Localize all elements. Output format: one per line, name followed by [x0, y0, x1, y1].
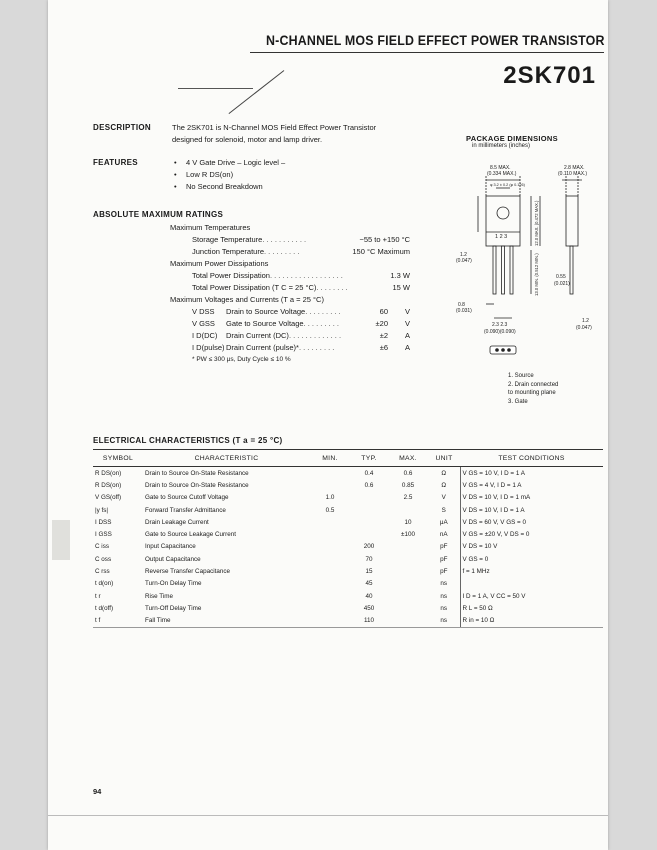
electrical-table — [93, 449, 603, 628]
rating-row: Junction Temperature . . . . . . . . . 150 °C Maximum — [192, 247, 410, 256]
dim-width-inch: (0.334 MAX.) — [487, 171, 517, 177]
package-title: PACKAGE DIMENSIONS — [466, 134, 558, 143]
rating-row: V GSS Gate to Source Voltage . . . . . . . . . ±20 V — [192, 319, 410, 328]
table-cell-max — [388, 602, 428, 614]
pin-labels: 1 2 3 — [495, 234, 508, 240]
table-cell-typ — [350, 528, 388, 540]
description-text: The 2SK701 is N-Channel MOS Field Effect Power Transistor designed for solenoid, motor and lamp driver. — [172, 123, 377, 144]
title-underline — [178, 88, 253, 89]
table-cell-min — [310, 553, 350, 565]
table-cell-unit: pF — [440, 555, 448, 563]
table-cell-min — [310, 590, 350, 602]
table-cell-cond: f = 1 MHz — [460, 565, 603, 577]
table-cell-cond — [460, 578, 603, 590]
rating-row: Total Power Dissipation . . . . . . . . . . . . . . . . . . 1.3 W — [192, 271, 410, 280]
table-cell-min — [310, 528, 350, 540]
table-cell-typ: 45 — [365, 580, 373, 588]
table-cell-cond: V GS = 0 — [460, 553, 603, 565]
table-cell-cond: V DS = 10 V, I D = 1 A — [460, 504, 603, 516]
dim-lead-w: 1.2 — [460, 252, 467, 258]
table-cell-cond: V GS = 10 V, I D = 1 A — [460, 467, 603, 480]
ratings-block — [170, 222, 410, 366]
dim-side-lead-inch: (0.047) — [576, 325, 592, 331]
table-cell-unit: ns — [428, 615, 460, 628]
table-cell-min — [310, 516, 350, 528]
page-title: N-CHANNEL MOS FIELD EFFECT POWER TRANSISTOR — [266, 33, 605, 48]
table-cell-sym: t f — [93, 615, 143, 628]
table-cell-sym: C oss — [95, 555, 112, 563]
table-cell-min — [310, 565, 350, 577]
dim-height: 12.0 MAX. (0.472 MAX.) — [534, 200, 539, 246]
table-cell-char: Turn-Off Delay Time — [145, 604, 202, 612]
page-number: 94 — [93, 787, 102, 796]
table-row — [93, 615, 603, 628]
dim-hole: φ 3.2 ± 0.2 (φ 0.126) — [490, 183, 525, 187]
table-cell-max: 0.85 — [401, 481, 415, 489]
table-cell-min: 0.5 — [325, 506, 335, 514]
table-cell-typ — [350, 516, 388, 528]
table-cell-unit: nA — [439, 531, 448, 539]
table-cell-cond: R L = 50 Ω — [460, 602, 603, 614]
title-slash — [229, 70, 285, 114]
rating-row: Storage Temperature . . . . . . . . . . . −55 to +150 °C — [192, 235, 410, 244]
table-cell-unit: pF — [440, 568, 448, 576]
table-row — [93, 479, 603, 491]
table-row — [93, 516, 603, 528]
table-cell-min: 1.0 — [325, 494, 335, 502]
table-row — [93, 492, 603, 504]
table-cell-sym: V GS(off) — [95, 494, 122, 502]
features-list — [172, 157, 285, 193]
table-cell-cond: V DS = 10 V — [460, 541, 603, 553]
table-row — [93, 528, 603, 540]
table-cell-max: ±100 — [401, 531, 415, 539]
table-cell-typ: 200 — [363, 543, 375, 551]
table-cell-unit: Ω — [441, 481, 447, 489]
dim-lead-w-inch: (0.047) — [456, 258, 472, 264]
table-cell-min — [310, 467, 350, 480]
table-cell-sym: R DS(on) — [95, 469, 122, 477]
rating-row: I D(DC) Drain Current (DC) . . . . . . . . . . . . . ±2 A — [192, 331, 410, 340]
table-cell-sym: t r — [95, 592, 101, 600]
page-shadow — [52, 520, 70, 560]
table-cell-cond: V DS = 10 V, I D = 1 mA — [460, 492, 603, 504]
part-number: 2SK701 — [503, 62, 596, 89]
table-cell-max — [388, 615, 428, 628]
rating-row: I D(pulse) Drain Current (pulse)* . . . . . . . . . ±6 A — [192, 343, 410, 352]
package-notes: 1. Source 2. Drain connected to mounting plane 3. Gate — [508, 373, 559, 405]
dim-lead-t: 0.55 — [556, 274, 566, 280]
mounting-hole — [497, 207, 509, 219]
table-cell-char: Rise Time — [145, 592, 173, 600]
table-cell-unit: μA — [439, 518, 448, 526]
ratings-heading: Maximum Power Dissipations — [170, 259, 269, 268]
table-cell-min — [310, 615, 350, 628]
table-cell-max: 10 — [404, 518, 412, 526]
table-row — [93, 504, 603, 516]
table-row — [93, 578, 603, 590]
table-cell-char: Input Capacitance — [145, 543, 196, 551]
table-cell-max: 2.5 — [403, 494, 413, 502]
table-cell-max — [388, 553, 428, 565]
rating-row: Total Power Dissipation (T C = 25 °C) . . . . . . . . 15 W — [192, 283, 410, 292]
table-cell-sym: C rss — [95, 568, 110, 576]
table-cell-typ: 0.4 — [364, 469, 374, 477]
table-cell-min — [310, 578, 350, 590]
table-cell-min — [310, 479, 350, 491]
dim-pitch: 2.3 2.3 — [492, 322, 508, 328]
table-cell-cond: R in = 10 Ω — [460, 615, 603, 628]
dim-lead-len: 13.0 MIN. (0.512 MIN.) — [534, 253, 539, 296]
table-cell-char: Fall Time — [143, 615, 310, 628]
table-cell-char: Drain to Source On-State Resistance — [145, 469, 249, 477]
package-subtitle: in millimeters (inches) — [472, 143, 531, 149]
table-cell-sym: |y fs| — [95, 506, 109, 514]
table-header: SYMBOL CHARACTERISTIC MIN. TYP. MAX. UNIT TEST CONDITIONS — [93, 450, 603, 467]
table-cell-sym: R DS(on) — [95, 481, 122, 489]
table-cell-typ: 110 — [350, 615, 388, 628]
table-cell-typ: 450 — [363, 604, 375, 612]
package-side — [566, 196, 578, 246]
dim-thick-inch: (0.110 MAX.) — [558, 171, 588, 177]
table-cell-char: Drain Leakage Current — [145, 518, 209, 526]
table-cell-char: Turn-On Delay Time — [145, 580, 202, 588]
table-cell-cond: I D = 1 A, V CC = 50 V — [460, 590, 603, 602]
table-cell-cond: V DS = 60 V, V GS = 0 — [460, 516, 603, 528]
table-cell-max — [388, 590, 428, 602]
table-cell-typ: 0.6 — [364, 481, 374, 489]
electrical-title: ELECTRICAL CHARACTERISTICS (T a = 25 °C) — [93, 436, 283, 445]
table-cell-max — [388, 504, 428, 516]
bottom-rule — [48, 815, 608, 816]
ratings-heading: Maximum Temperatures — [170, 223, 251, 232]
table-cell-unit: ns — [440, 592, 448, 600]
table-cell-sym: C iss — [95, 543, 109, 551]
table-cell-cond: V GS = ±20 V, V DS = 0 — [460, 528, 603, 540]
dim-side-lead: 1.2 — [582, 318, 589, 324]
ratings-label: ABSOLUTE MAXIMUM RATINGS — [93, 210, 224, 219]
table-row — [93, 590, 603, 602]
table-cell-char: Gate to Source Cutoff Voltage — [145, 494, 229, 502]
table-cell-unit: S — [441, 506, 446, 514]
table-cell-sym: t d(on) — [95, 580, 114, 588]
dim-lead-t-inch: (0.021) — [554, 281, 570, 287]
table-cell-typ — [350, 492, 388, 504]
dim-pitch-inch: (0.090)(0.090) — [484, 329, 516, 335]
table-cell-char: Gate to Source Leakage Current — [145, 531, 237, 539]
features-label: FEATURES — [93, 158, 138, 167]
table-cell-min — [310, 602, 350, 614]
package-drawing — [438, 158, 603, 358]
dim-thick: 2.8 MAX. — [564, 165, 585, 171]
table-cell-max: 0.6 — [403, 469, 413, 477]
table-cell-typ: 70 — [365, 555, 373, 563]
table-cell-typ: 15 — [365, 568, 373, 576]
table-cell-max — [388, 541, 428, 553]
table-cell-char: Output Capacitance — [145, 555, 201, 563]
table-cell-unit: pF — [440, 543, 448, 551]
table-cell-unit: Ω — [441, 469, 447, 477]
table-row — [93, 602, 603, 614]
table-cell-unit: V — [441, 494, 446, 502]
feature-item: • Low R DS(on) — [172, 169, 285, 181]
table-cell-typ: 40 — [365, 592, 373, 600]
ratings-note: * PW ≤ 300 μs, Duty Cycle ≤ 10 % — [192, 356, 291, 363]
table-cell-unit: ns — [440, 580, 448, 588]
dim-foot-inch: (0.031) — [456, 308, 472, 314]
table-cell-char: Drain to Source On-State Resistance — [145, 481, 249, 489]
feature-item: • 4 V Gate Drive – Logic level – — [172, 157, 285, 169]
table-cell-typ — [350, 504, 388, 516]
table-row — [93, 541, 603, 553]
datasheet-page — [48, 0, 608, 850]
table-cell-sym: I DSS — [95, 518, 112, 526]
table-cell-sym: I GSS — [95, 531, 112, 539]
table-cell-char: Forward Transfer Admittance — [145, 506, 226, 514]
table-row — [93, 553, 603, 565]
table-cell-cond: V GS = 4 V, I D = 1 A — [460, 479, 603, 491]
dim-foot: 0.8 — [458, 302, 465, 308]
table-cell-max — [388, 578, 428, 590]
table-cell-sym: t d(off) — [95, 604, 114, 612]
table-row — [93, 565, 603, 577]
description-label: DESCRIPTION — [93, 123, 151, 132]
rating-row: V DSS Drain to Source Voltage . . . . . . . . . 60 V — [192, 307, 410, 316]
title-rule — [250, 52, 604, 53]
table-cell-max — [388, 565, 428, 577]
table-cell-min — [310, 541, 350, 553]
dim-width: 8.5 MAX. — [490, 165, 511, 171]
feature-item: • No Second Breakdown — [172, 181, 285, 193]
table-cell-char: Reverse Transfer Capacitance — [145, 568, 231, 576]
ratings-heading: Maximum Voltages and Currents (T a = 25 °C) — [170, 295, 324, 304]
table-row — [93, 467, 603, 480]
table-cell-unit: ns — [440, 604, 448, 612]
